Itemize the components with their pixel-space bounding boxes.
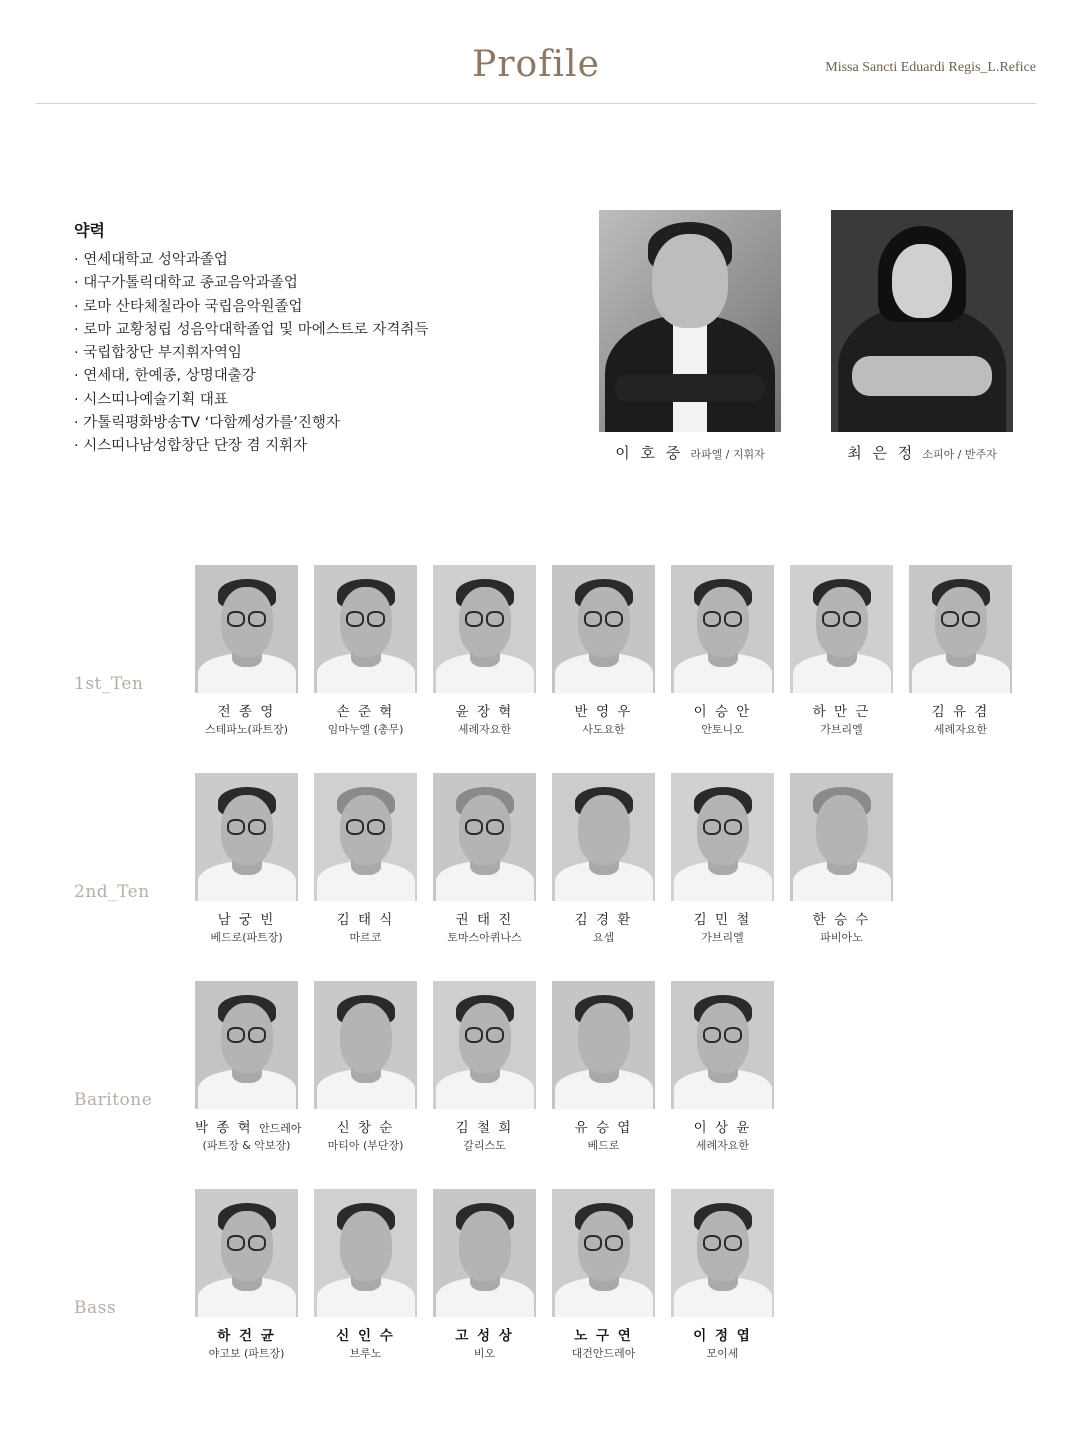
header-divider [36,103,1036,104]
member-name-text: 권 태 진 [455,912,514,928]
biography-item: · 국립합창단 부지휘자역임 [74,342,544,365]
glasses-icon [465,1027,505,1043]
glasses-icon [703,1235,743,1251]
member-role: 마티아 (부단장) [327,1139,404,1152]
member-role: 안토니오 [701,723,744,736]
member-name [909,700,1012,720]
conductor-photo [599,210,781,432]
member-photo [909,565,1012,693]
member-role: 사도요한 [582,723,625,736]
member-card [433,565,536,737]
member-card [314,981,417,1153]
page-subtitle: Missa Sancti Eduardi Regis_L.Refice [825,60,1036,75]
member-card [552,1189,655,1361]
member-photo [314,773,417,901]
member-card [433,1189,536,1361]
member-name [195,700,298,720]
glasses-icon [227,819,267,835]
member-card [552,565,655,737]
member-name [433,1324,536,1344]
member-card [314,773,417,945]
member-role: 요셉 [592,931,615,944]
member-card [671,565,774,737]
conductor-card [599,210,781,463]
member-card [433,981,536,1153]
member-name-text: 윤 장 혁 [455,704,514,720]
member-name [552,700,655,720]
member-name-text: 김 유 겸 [931,704,990,720]
glasses-icon [227,1027,267,1043]
biography-list [74,249,544,459]
member-name [552,1324,655,1344]
member-card [671,773,774,945]
conductor-name: 이 호 중 [615,444,684,462]
member-name [195,1116,302,1136]
section-label-bass: Bass [74,1298,117,1318]
member-name [433,1116,536,1136]
member-name-text: 노 구 연 [574,1328,633,1344]
biography-item: · 로마 교황청립 성음악대학졸업 및 마에스트로 자격취득 [74,319,544,342]
member-name-text: 반 영 우 [574,704,633,720]
biography-heading: 약력 [74,221,105,240]
member-card [552,773,655,945]
biography-item: · 연세대, 한예종, 상명대출강 [74,365,544,388]
member-role: 세례자요한 [695,1139,750,1152]
accompanist-caption [831,442,1013,463]
member-name-text: 김 철 희 [455,1120,514,1136]
member-photo [671,773,774,901]
member-role: 모이세 [706,1347,739,1360]
member-photo [314,565,417,693]
member-photo [552,565,655,693]
glasses-icon [584,611,624,627]
member-name [195,908,298,928]
glasses-icon [703,1027,743,1043]
member-role: 스테파노(파트장) [205,723,288,736]
member-name-text: 남 궁 빈 [217,912,276,928]
member-role: 가브리엘 [820,723,863,736]
section-label-2nd-tenor: 2nd_Ten [74,882,150,902]
member-name [195,1324,298,1344]
member-role: 세례자요한 [457,723,512,736]
member-name-text: 김 태 식 [336,912,395,928]
glasses-icon [346,611,386,627]
glasses-icon [703,819,743,835]
glasses-icon [941,611,981,627]
glasses-icon [465,611,505,627]
member-name-text: 박 종 혁 [195,1120,253,1136]
member-photo [195,1189,298,1317]
member-role: 임마누엘 (총무) [327,723,404,736]
member-role: 파비아노 [820,931,863,944]
conductor-caption [599,442,781,463]
accompanist-card [831,210,1013,463]
member-card [314,1189,417,1361]
member-card [909,565,1012,737]
member-photo [433,1189,536,1317]
biography-item: · 시스띠나남성합창단 단장 겸 지휘자 [74,435,544,458]
member-name [314,700,417,720]
member-role: 대건안드레아 [571,1347,636,1360]
member-baptismal-name: 안드레아 [259,1122,302,1135]
member-name-text: 고 성 상 [455,1328,514,1344]
member-name [314,908,417,928]
member-photo [314,1189,417,1317]
biography-item: · 연세대학교 성악과졸업 [74,249,544,272]
member-role: 베드로 [587,1139,620,1152]
member-photo [433,773,536,901]
member-name [790,908,893,928]
member-card [195,1189,298,1361]
member-name-text: 전 종 영 [217,704,276,720]
member-card [314,565,417,737]
member-name-text: 김 민 철 [693,912,752,928]
member-name-text: 한 승 수 [812,912,871,928]
member-photo [195,981,298,1109]
conductor-role: 라파엘 / 지휘자 [690,448,765,461]
member-role: 비오 [473,1347,496,1360]
member-name [552,1116,655,1136]
member-name [314,1116,417,1136]
member-role: 야고보 (파트장) [208,1347,285,1360]
accompanist-role: 소피아 / 반주자 [922,448,997,461]
biography [74,218,544,459]
member-name-text: 신 인 수 [336,1328,395,1344]
glasses-icon [227,1235,267,1251]
glasses-icon [227,611,267,627]
glasses-icon [584,1235,624,1251]
member-name [671,1324,774,1344]
member-card [671,981,774,1153]
member-photo [671,565,774,693]
member-photo [314,981,417,1109]
member-card [552,981,655,1153]
member-role: 세례자요한 [933,723,988,736]
member-name-text: 이 승 안 [693,704,752,720]
member-name-text: 이 상 윤 [693,1120,752,1136]
member-role: 토마스아퀴나스 [447,931,522,944]
member-name [671,700,774,720]
member-role: 갈리스도 [463,1139,506,1152]
member-name [671,908,774,928]
member-role: 마르코 [349,931,382,944]
section-label-1st-tenor: 1st_Ten [74,674,144,694]
member-card [671,1189,774,1361]
member-name-text: 유 승 엽 [574,1120,633,1136]
member-role: 가브리엘 [701,931,744,944]
member-name-text: 이 정 엽 [693,1328,752,1344]
biography-item: · 로마 산타체칠라아 국립음악원졸업 [74,296,544,319]
member-card [195,981,302,1153]
biography-item: · 시스띠나예술기획 대표 [74,389,544,412]
member-photo [195,565,298,693]
member-name [552,908,655,928]
member-photo [552,1189,655,1317]
member-card [790,773,893,945]
accompanist-photo [831,210,1013,432]
member-photo [433,565,536,693]
member-photo [552,981,655,1109]
glasses-icon [346,819,386,835]
member-photo [433,981,536,1109]
member-name [314,1324,417,1344]
member-card [433,773,536,945]
member-name [671,1116,774,1136]
member-role: (파트장 & 악보장) [202,1139,291,1152]
member-photo [195,773,298,901]
member-name [790,700,893,720]
member-photo [671,1189,774,1317]
biography-item: · 대구가톨릭대학교 종교음악과졸업 [74,272,544,295]
member-card [195,773,298,945]
glasses-icon [703,611,743,627]
member-role: 브루노 [349,1347,382,1360]
member-name-text: 신 창 순 [336,1120,395,1136]
member-photo [790,565,893,693]
page-title: Profile [472,44,600,85]
member-name [433,700,536,720]
accompanist-name: 최 은 정 [847,444,916,462]
member-name-text: 김 경 환 [574,912,633,928]
glasses-icon [465,819,505,835]
member-name-text: 손 준 혁 [336,704,395,720]
member-name [433,908,536,928]
member-name-text: 하 건 균 [217,1328,276,1344]
member-photo [790,773,893,901]
member-name-text: 하 만 근 [812,704,871,720]
member-card [790,565,893,737]
member-card [195,565,298,737]
member-photo [671,981,774,1109]
member-role: 베드로(파트장) [210,931,283,944]
section-label-baritone: Baritone [74,1090,153,1110]
member-photo [552,773,655,901]
biography-item: · 가톨릭평화방송TV ‘다함께성가를’진행자 [74,412,544,435]
glasses-icon [822,611,862,627]
